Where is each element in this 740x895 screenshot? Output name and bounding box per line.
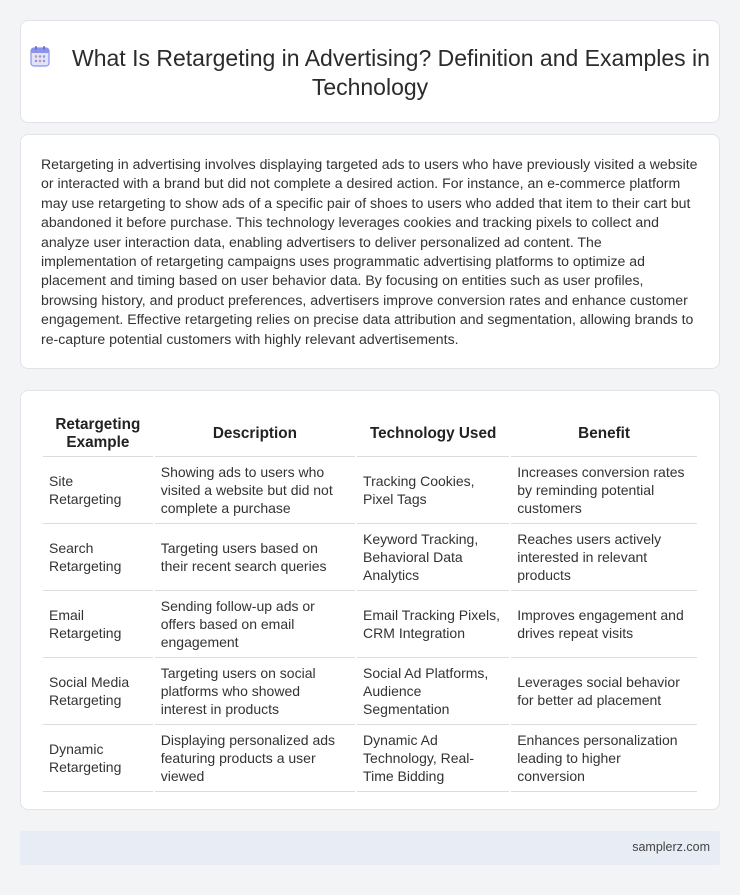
column-header: Description: [155, 411, 355, 457]
calendar-icon: [30, 45, 50, 67]
table-cell: Social Media Retargeting: [43, 658, 153, 725]
title-card: [20, 20, 720, 123]
table-row: [43, 725, 697, 792]
table-cell: Email Tracking Pixels, CRM Integration: [357, 591, 509, 658]
table-cell: Targeting users on social platforms who showed interest in products: [155, 658, 355, 725]
retargeting-table: [41, 411, 699, 792]
table-cell: Tracking Cookies, Pixel Tags: [357, 457, 509, 524]
footer-site-link[interactable]: samplerz.com: [632, 840, 710, 854]
column-header: Retargeting Example: [43, 411, 153, 457]
page-title: What Is Retargeting in Advertising? Definition and Examples in Technology: [72, 45, 710, 100]
table-cell: Search Retargeting: [43, 524, 153, 591]
description-text: Retargeting in advertising involves displaying targeted ads to users who have previously visited a website or interacted with a brand but did not complete a desired action. For instance, an e-commerce platform may use retargeting to show ads of a specific pair of shoes to users who added that item to their cart but abandoned it before purchase. This technology leverages cookies and tracking pixels to collect and analyze user interaction data, enabling advertisers to deliver personalized ad content. The implementation of retargeting campaigns uses programmatic advertising platforms to optimize ad placement and timing based on user behavior data. By focusing on entities such as user profiles, browsing history, and product preferences, advertisers improve conversion rates and enhance customer engagement. Effective retargeting relies on precise data attribution and segmentation, allowing brands to re-capture potential customers with highly relevant advertisements.: [41, 156, 698, 347]
table-cell: Social Ad Platforms, Audience Segmentation: [357, 658, 509, 725]
column-header: Technology Used: [357, 411, 509, 457]
table-row: [43, 457, 697, 524]
table-row: [43, 658, 697, 725]
description-card: [20, 134, 720, 369]
table-cell: Keyword Tracking, Behavioral Data Analytics: [357, 524, 509, 591]
table-cell: Enhances personalization leading to higher conversion: [511, 725, 697, 792]
table-row: [43, 524, 697, 591]
table-cell: Sending follow-up ads or offers based on email engagement: [155, 591, 355, 658]
table-cell: Dynamic Retargeting: [43, 725, 153, 792]
table-cell: Showing ads to users who visited a website but did not complete a purchase: [155, 457, 355, 524]
page-title-wrapper: [21, 44, 719, 102]
table-cell: Displaying personalized ads featuring products a user viewed: [155, 725, 355, 792]
table-card: [20, 390, 720, 810]
table-cell: Reaches users actively interested in relevant products: [511, 524, 697, 591]
table-cell: Email Retargeting: [43, 591, 153, 658]
table-row: [43, 591, 697, 658]
table-cell: Improves engagement and drives repeat visits: [511, 591, 697, 658]
table-cell: Targeting users based on their recent search queries: [155, 524, 355, 591]
table-cell: Dynamic Ad Technology, Real-Time Bidding: [357, 725, 509, 792]
footer: [20, 831, 720, 865]
column-header: Benefit: [511, 411, 697, 457]
table-cell: Increases conversion rates by reminding potential customers: [511, 457, 697, 524]
table-cell: Leverages social behavior for better ad placement: [511, 658, 697, 725]
table-header-row: [43, 411, 697, 457]
table-cell: Site Retargeting: [43, 457, 153, 524]
